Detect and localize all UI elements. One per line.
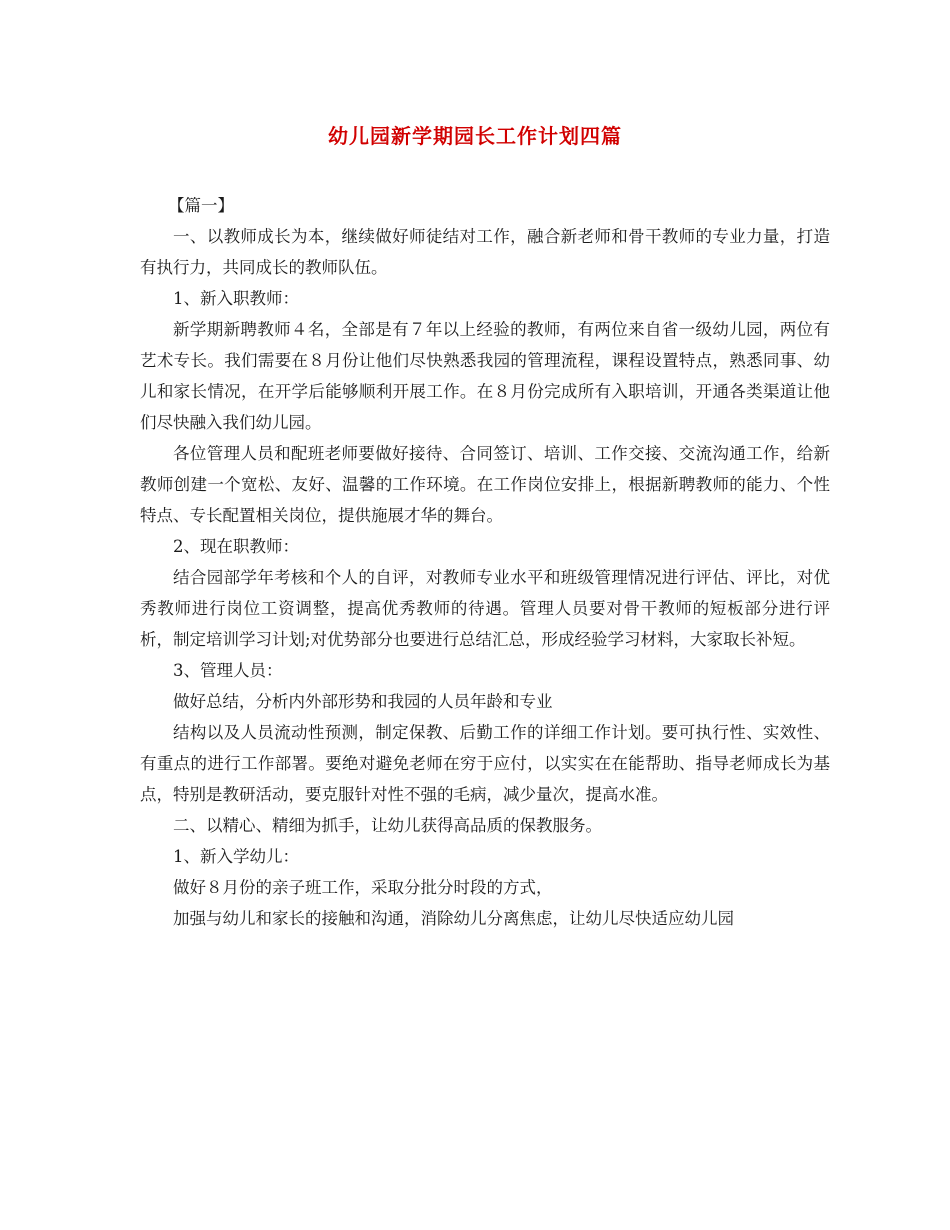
section-heading: 【篇一】 [168,196,235,215]
paragraph: 结构以及人员流动性预测，制定保教、后勤工作的详细工作计划。要可执行性、实效性、有重点的进行工作部署。要绝对避免老师在穷于应付，以实实在在能帮助、指导老师成长为基点，特别是教研活动，要克服针对性不强的毛病，减少量次，提高水准。 [140,723,830,804]
subheading: 1、新入学幼儿： [173,847,299,866]
subheading: 1、新入职教师： [173,289,299,308]
paragraph: 各位管理人员和配班老师要做好接待、合同签订、培训、工作交接、交流沟通工作，给新教师创建一个宽松、友好、温馨的工作环境。在工作岗位安排上，根据新聘教师的能力、个性特点、专长配置相关岗位，提供施展才华的舞台。 [140,444,830,525]
paragraph: 做好总结，分析内外部形势和我园的人员年龄和专业 [173,692,553,711]
subheading: 2、现在职教师： [173,537,299,556]
paragraph: 加强与幼儿和家长的接触和沟通，消除幼儿分离焦虑，让幼儿尽快适应幼儿园 [173,909,734,928]
subheading: 3、管理人员： [173,661,283,680]
paragraph: 新学期新聘教师４名，全部是有７年以上经验的教师，有两位来自省一级幼儿园，两位有艺术专长。我们需要在８月份让他们尽快熟悉我园的管理流程，课程设置特点，熟悉同事、幼儿和家长情况，在开学后能够顺利开展工作。在８月份完成所有入职培训，开通各类渠道让他们尽快融入我们幼儿园。 [140,320,830,432]
paragraph: 结合园部学年考核和个人的自评，对教师专业水平和班级管理情况进行评估、评比，对优秀教师进行岗位工资调整，提高优秀教师的待遇。管理人员要对骨干教师的短板部分进行评析，制定培训学习计划;对优势部分也要进行总结汇总，形成经验学习材料，大家取长补短。 [140,568,830,649]
paragraph: 做好８月份的亲子班工作，采取分批分时段的方式， [173,878,553,897]
document-title: 幼儿园新学期园长工作计划四篇 [328,124,622,148]
paragraph: 一、以教师成长为本，继续做好师徒结对工作，融合新老师和骨干教师的专业力量，打造有执行力，共同成长的教师队伍。 [140,227,830,277]
paragraph: 二、以精心、精细为抓手，让幼儿获得高品质的保教服务。 [173,816,602,835]
document-body [140,190,830,934]
